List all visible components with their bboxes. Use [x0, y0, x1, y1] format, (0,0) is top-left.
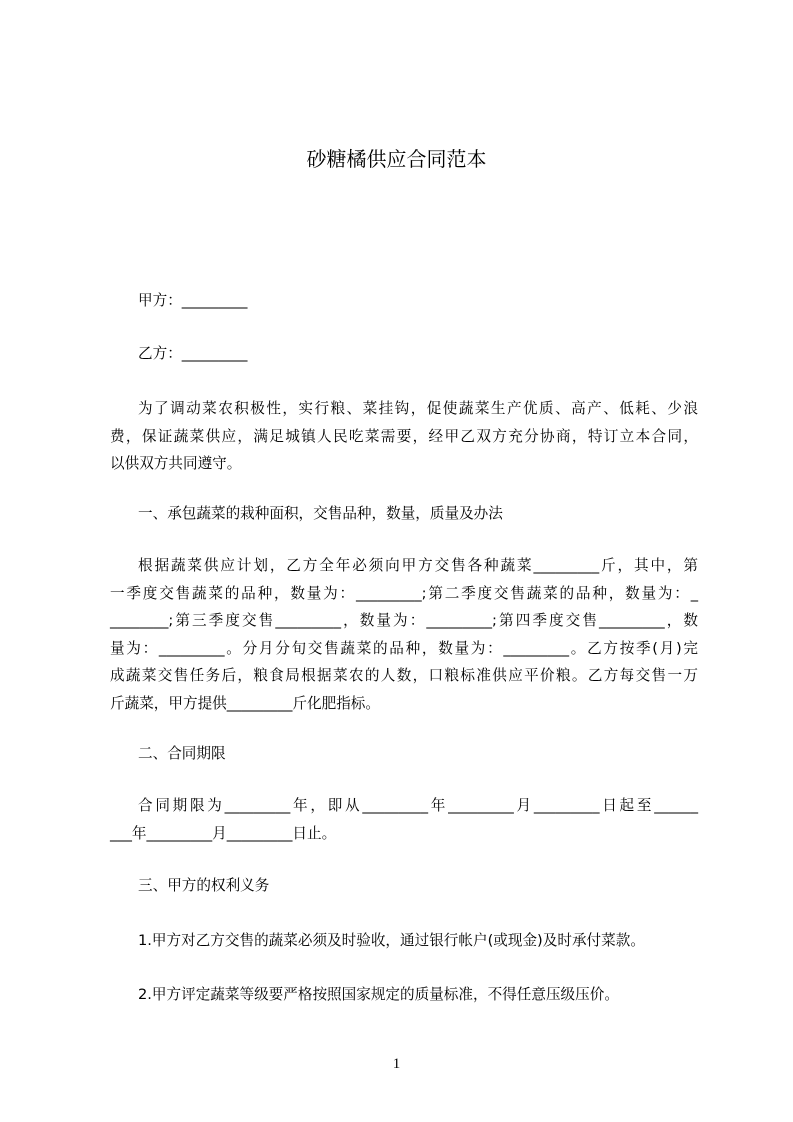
text-line: ___年_________月_________日止。: [110, 824, 337, 842]
party-b-line: 乙方：_________: [138, 345, 248, 362]
text-line: 根据蔬菜供应计划，乙方全年必须向甲方交售各种蔬菜_________斤，其中，第: [138, 557, 698, 574]
section3-heading: [110, 872, 698, 900]
heading-text: 三、甲方的权利义务: [138, 877, 270, 894]
section3-item-2: [110, 981, 698, 1009]
heading-text: 二、合同期限: [138, 745, 226, 762]
text-line: 费，保证蔬菜供应，满足城镇人民吃菜需要，经甲乙双方充分协商，特订立本合同，: [110, 427, 698, 445]
item-text: 2.甲方评定蔬菜等级要严格按照国家规定的质量标准，不得任意压级压价。: [138, 986, 619, 1003]
text-line: 成蔬菜交售任务后，粮食局根据菜农的人数，口粮标准供应平价粮。乙方每交售一万: [110, 667, 698, 684]
party-a-line: 甲方：_________: [138, 292, 248, 309]
party-a: [110, 287, 698, 315]
text-line: 为了调动菜农积极性，实行粮、菜挂钩，促使蔬菜生产优质、高产、低耗、少浪: [138, 400, 698, 417]
section1-heading: [110, 500, 698, 528]
page-number: 1: [392, 1056, 401, 1072]
party-b: [110, 340, 698, 368]
text-line: ________;第三季度交售_________，数量为：_________;第四季度交售_________，数: [110, 612, 698, 629]
text-line: 合同期限为_________年，即从_________年_________月_________日起至______: [138, 797, 698, 814]
item-text: 1.甲方对乙方交售的蔬菜必须及时验收，通过银行帐户(或现金)及时承付菜款。: [138, 932, 645, 949]
section3-item-1: [110, 927, 698, 955]
section2-heading: [110, 740, 698, 768]
text-line: 以供双方共同遵守。: [110, 455, 242, 472]
intro-paragraph: [110, 395, 698, 478]
text-line: 量为：_________。分月分旬交售蔬菜的品种，数量为：_________。乙方按季(月)完: [110, 639, 698, 657]
section2-paragraph: [110, 792, 698, 847]
text-line: 一季度交售蔬菜的品种，数量为：_________;第二季度交售蔬菜的品种，数量为：_: [110, 584, 698, 602]
document-title: 砂糖橘供应合同范本: [306, 147, 487, 171]
section1-paragraph: [110, 552, 698, 717]
text-line: 斤蔬菜，甲方提供_________斤化肥指标。: [110, 694, 380, 712]
heading-text: 一、承包蔬菜的栽种面积，交售品种，数量，质量及办法: [138, 505, 503, 522]
